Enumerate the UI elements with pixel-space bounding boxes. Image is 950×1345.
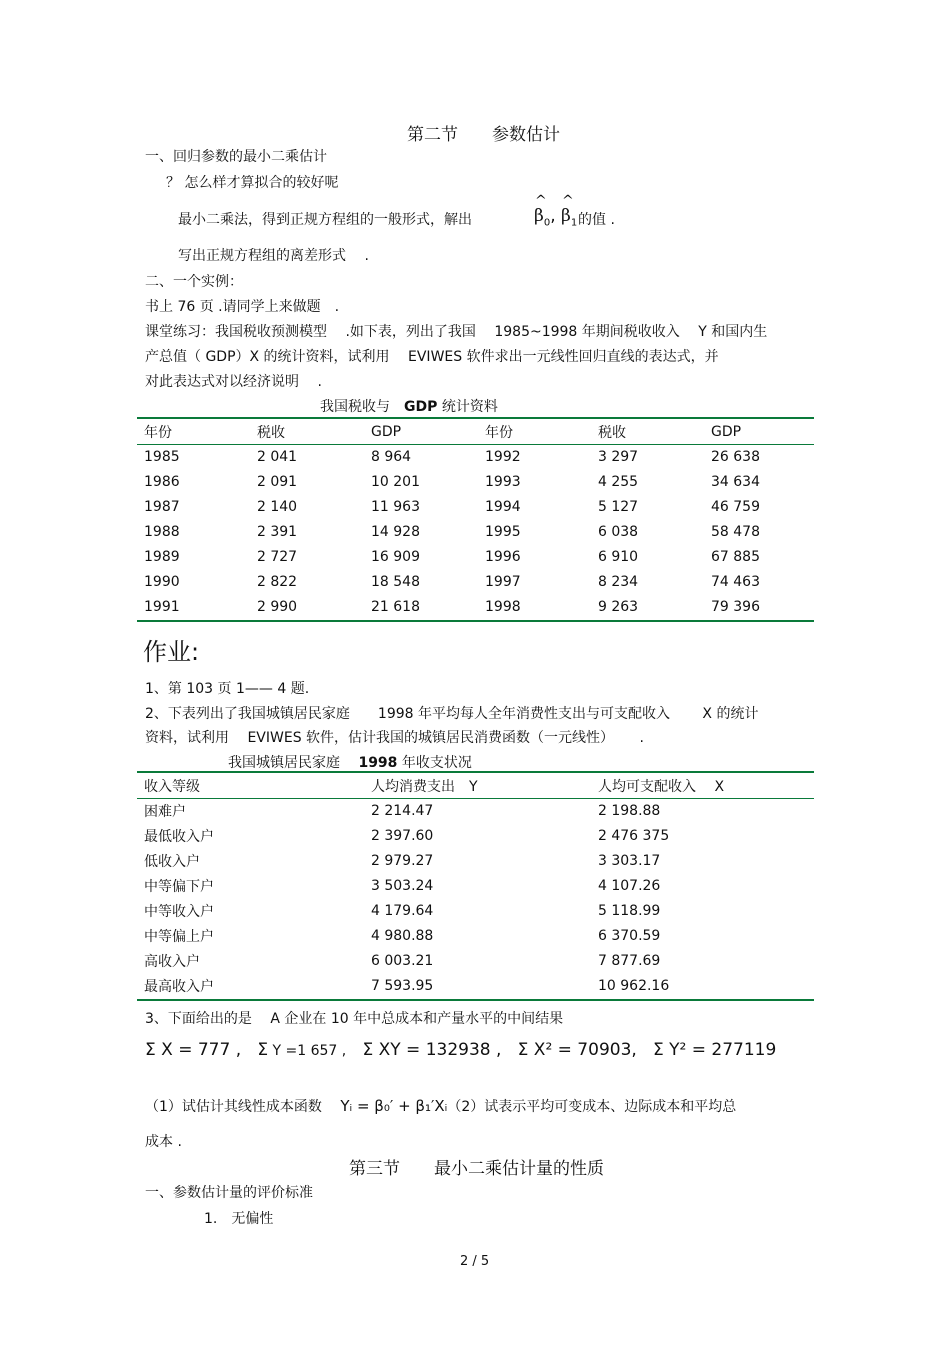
- header-cell: GDP: [711, 423, 742, 440]
- table-cell: 最高收入户: [144, 978, 214, 995]
- table-cell: 58 478: [711, 523, 760, 540]
- table-cell: 1988: [144, 523, 180, 540]
- table-cell: 34 634: [711, 473, 760, 490]
- table-row: [144, 823, 814, 848]
- table-cell: 10 201: [371, 473, 420, 490]
- table-cell: 2 727: [257, 548, 298, 565]
- homework-item-1: 1、第 103 页 1—— 4 题.: [145, 681, 310, 697]
- table-cell: 6 003.21: [371, 952, 434, 969]
- table-cell: 1989: [144, 548, 180, 565]
- table-row: [144, 594, 814, 619]
- table-cell: 困难户: [144, 803, 186, 820]
- paragraph-exercise-1: 课堂练习：我国税收预测模型 .如下表，列出了我国 1985~1998 年期间税收收入 Y 和国内生: [145, 324, 768, 340]
- table-cell: 2 397.60: [371, 827, 434, 844]
- table-cell: 79 396: [711, 598, 760, 615]
- table-cell: 1998: [485, 598, 521, 615]
- table-cell: 中等偏上户: [144, 928, 214, 945]
- header-cell: 收入等级: [144, 778, 200, 795]
- table-row: [144, 469, 814, 494]
- paragraph-exercise-3: 对此表达式对以经济说明 .: [145, 374, 322, 390]
- table-cell: 1993: [485, 473, 521, 490]
- question-1-tail: 成本 .: [145, 1134, 182, 1150]
- table1-bottom-rule: [137, 620, 814, 622]
- header-cell: 人均消费支出 Y: [371, 778, 478, 795]
- table-cell: 26 638: [711, 448, 760, 465]
- sum-x-squared: Σ X² = 70903,: [517, 1040, 637, 1060]
- table-cell: 1986: [144, 473, 180, 490]
- table-cell: 4 255: [598, 473, 639, 490]
- table2-header-rule: [137, 798, 814, 799]
- tax-gdp-table: [144, 419, 814, 619]
- table-cell: 1990: [144, 573, 180, 590]
- table-cell: 67 885: [711, 548, 760, 565]
- header-cell: 人均可支配收入 X: [598, 778, 725, 795]
- table-cell: 4 179.64: [371, 902, 434, 919]
- header-cell: 年份: [144, 424, 172, 441]
- table-cell: 11 963: [371, 498, 420, 515]
- table-cell: 3 503.24: [371, 877, 434, 894]
- table-cell: 1997: [485, 573, 521, 590]
- table2-caption: 我国城镇居民家庭 1998 年收支状况: [228, 755, 472, 771]
- table-cell: 1995: [485, 523, 521, 540]
- table-cell: 9 263: [598, 598, 639, 615]
- paragraph-exercise-2: 产总值（ GDP）X 的统计资料，试利用 EVIWES 软件求出一元线性回归直线的表达式，并: [145, 349, 719, 365]
- table-cell: 2 979.27: [371, 852, 434, 869]
- table-row: [144, 873, 814, 898]
- homework-item-2b: 资料，试利用 EVIWES 软件，估计我国的城镇居民消费函数（一元线性） .: [145, 730, 644, 746]
- table-cell: 1996: [485, 548, 521, 565]
- table-cell: 3 297: [598, 448, 639, 465]
- table-cell: 10 962.16: [598, 977, 670, 994]
- question-line: ？ 怎么样才算拟合的较好呢: [166, 175, 339, 191]
- table-cell: 5 118.99: [598, 902, 661, 919]
- table-row: [144, 569, 814, 594]
- table-row: [144, 923, 814, 948]
- header-cell: 税收: [257, 424, 285, 441]
- table-row: [144, 898, 814, 923]
- table-row: [144, 848, 814, 873]
- table-cell: 2 822: [257, 573, 298, 590]
- table-cell: 16 909: [371, 548, 420, 565]
- table-cell: 74 463: [711, 573, 760, 590]
- table-row: [144, 948, 814, 973]
- income-expense-table: [144, 773, 814, 998]
- table-cell: 6 370.59: [598, 927, 661, 944]
- table-cell: 8 234: [598, 573, 639, 590]
- sum-xy: Σ XY = 132938 ,: [362, 1040, 502, 1060]
- table-cell: 2 476 375: [598, 827, 670, 844]
- table-cell: 3 303.17: [598, 852, 661, 869]
- paragraph-tail: 的值 .: [578, 212, 615, 228]
- table-cell: 7 593.95: [371, 977, 434, 994]
- paragraph-book: 书上 76 页 .请同学上来做题 .: [145, 299, 340, 315]
- table-cell: 46 759: [711, 498, 760, 515]
- table-cell: 2 041: [257, 448, 298, 465]
- table-cell: 2 140: [257, 498, 298, 515]
- table-row: [144, 798, 814, 823]
- table-cell: 1992: [485, 448, 521, 465]
- table2-header-row: [144, 773, 814, 798]
- table-cell: 18 548: [371, 573, 420, 590]
- table-cell: 7 877.69: [598, 952, 661, 969]
- section-title: 第二节 参数估计: [407, 125, 560, 145]
- table-row: [144, 544, 814, 569]
- section3-heading: 一、参数估计量的评价标准: [145, 1185, 313, 1201]
- sum-y: Σ Y =1 657 ,: [257, 1040, 347, 1060]
- table-cell: 中等偏下户: [144, 878, 214, 895]
- header-cell: 年份: [485, 424, 513, 441]
- sum-x: Σ X = 777 ,: [145, 1040, 242, 1060]
- question-1: （1）试估计其线性成本函数 Yᵢ = β₀′ + β₁′Xᵢ（2）试表示平均可变成本、边际成本和平均总: [145, 1097, 737, 1115]
- header-cell: GDP: [371, 423, 402, 440]
- sum-y-squared: Σ Y² = 277119: [653, 1040, 777, 1060]
- beta-hat-formula: ^ $\beta_0$, ^ $\beta_1$: [534, 193, 578, 229]
- section3-item-1: 1. 无偏性: [204, 1211, 274, 1227]
- paragraph-deviation-form: 写出正规方程组的离差形式 .: [178, 248, 369, 264]
- beta1-symbol: ^ β: [561, 193, 574, 226]
- table-cell: 5 127: [598, 498, 639, 515]
- table-row: [144, 519, 814, 544]
- paragraph-normal-equations: [178, 209, 472, 229]
- header-cell: 税收: [598, 424, 626, 441]
- page-number: 2 / 5: [460, 1254, 490, 1269]
- table-cell: 6 038: [598, 523, 639, 540]
- table-cell: 1991: [144, 598, 180, 615]
- table-cell: 14 928: [371, 523, 420, 540]
- table-row: [144, 444, 814, 469]
- table1-caption: 我国税收与 GDP 统计资料: [320, 399, 498, 415]
- table-cell: 最低收入户: [144, 828, 214, 845]
- table-cell: 2 214.47: [371, 802, 434, 819]
- heading-example: 二、一个实例：: [145, 274, 243, 290]
- table-row: [144, 973, 814, 998]
- homework-title: 作业:: [143, 638, 200, 666]
- table1-header-rule: [137, 444, 814, 445]
- sum-formulas: [145, 1040, 776, 1060]
- table-cell: 高收入户: [144, 953, 200, 970]
- table-cell: 8 964: [371, 448, 412, 465]
- section3-title: 第三节 最小二乘估计量的性质: [349, 1159, 604, 1179]
- table-cell: 2 198.88: [598, 802, 661, 819]
- table-cell: 2 091: [257, 473, 298, 490]
- beta0-symbol: ^ β: [534, 193, 547, 226]
- table-cell: 21 618: [371, 598, 420, 615]
- table-cell: 1994: [485, 498, 521, 515]
- table-row: [144, 494, 814, 519]
- cost-function-formula: Yᵢ = β₀′ + β₁′Xᵢ: [340, 1097, 448, 1115]
- table1-header-row: [144, 419, 814, 444]
- table-cell: 6 910: [598, 548, 639, 565]
- table-cell: 低收入户: [144, 853, 200, 870]
- table-cell: 中等收入户: [144, 903, 214, 920]
- table-cell: 2 391: [257, 523, 298, 540]
- table-cell: 1985: [144, 448, 180, 465]
- table-cell: 1987: [144, 498, 180, 515]
- heading-least-squares: 一、回归参数的最小二乘估计: [145, 149, 327, 165]
- paragraph-text: 最小二乘法，得到正规方程组的一般形式，解出: [178, 212, 472, 228]
- homework-item-2a: 2、下表列出了我国城镇居民家庭 1998 年平均每人全年消费性支出与可支配收入 X 的统计: [145, 706, 759, 722]
- table-cell: 2 990: [257, 598, 298, 615]
- table2-bottom-rule: [137, 999, 814, 1001]
- item3-text: 3、下面给出的是 A 企业在 10 年中总成本和产量水平的中间结果: [145, 1011, 564, 1027]
- table-cell: 4 107.26: [598, 877, 661, 894]
- table-cell: 4 980.88: [371, 927, 434, 944]
